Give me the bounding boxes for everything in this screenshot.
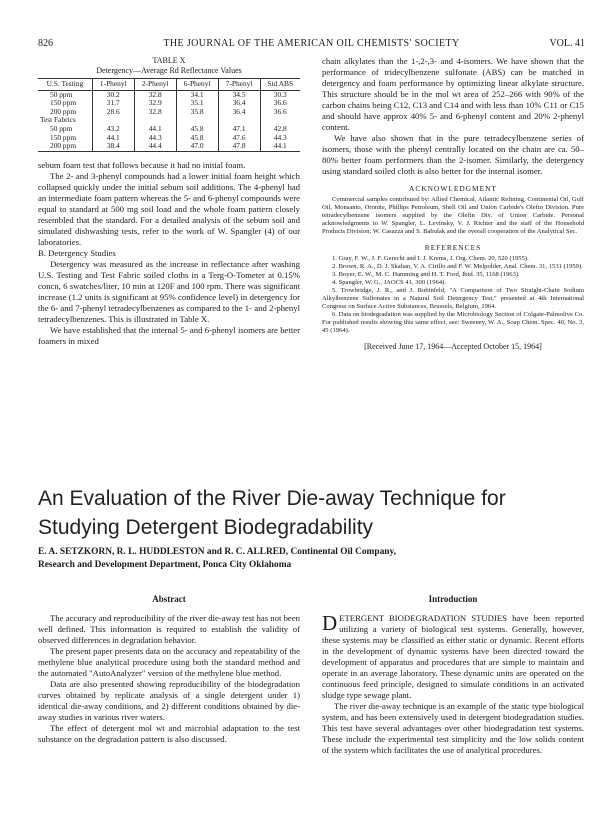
table-row [38,125,300,134]
reference-item: 4. Spangler, W. G., JAOCS 41, 300 (1964). [332,279,447,286]
table-cell: 45.8 [176,134,218,143]
body-paragraph: The 2- and 3-phenyl compounds had a lower initial foam height which collapsed quickly under the initial sebum soil additions. The 4-phenyl had an intermediate foam pattern whereas the 5- and 6-phenyl compounds were equal to standard at 500 mg soil load and the whole foam pattern closely resembled that the standard. For a detailed analysis of the sebum soil and simulated dishwashing tests, refer to the work of W. Spangler (4) of our laboratories. [38,170,300,247]
table-header-cell: 1-Phenyl [92,79,134,91]
table-cell: 44.3 [134,134,176,143]
article-title-line: Studying Detergent Biodegradability [38,516,374,539]
reference-item: 6. Data on biodegradation was supplied by the Microbiology Section of Colgate-Palmolive Co. For published results showing this same effect, see: Sweeney, W. A., Soap Chem. Spec. 40, No. 3, 45 (1964). [322,311,584,334]
table-cell: 44.1 [92,134,134,143]
journal-title: THE JOURNAL OF THE AMERICAN OIL CHEMISTS' SOCIETY [163,38,460,49]
table-cell: 200 ppm [38,142,92,151]
table-caption: Detergency—Average Rd Reflectance Values [96,66,242,75]
intro-small-caps: ETERGENT BIODEGRADATION STUDIES [339,613,507,623]
table-header-cell: 6-Phenyl [176,79,218,91]
table-cell: 35.1 [176,99,218,108]
table-cell: 35.8 [176,108,218,117]
table-cell: 200 ppm [38,108,92,117]
table-cell: 47.6 [218,134,260,143]
body-paragraph: We have also shown that in the pure tetradecylbenzene series of isomers, those with the phenyl centrally located on the chain are ca. 50–80% better foam performers than the 2-isomer. Similarly, the detergency using standard soiled cloth is also better for the internal isomer. [322,133,584,176]
table-section-label: Test Fabrics [38,116,92,125]
table-cell: 36.4 [218,99,260,108]
body-paragraph: We have established that the internal 5- and 6-phenyl isomers are better foamers in mixed [38,324,300,346]
table-cell: 47.0 [176,142,218,151]
reference-item: 5. Trowbridge, J. R., and J. Rubinfeld, "A Comparison of Two Straight-Chain Sodium Alkylbenzene Sulfonates in a Natural Soil Detergency Test," presented at 4th International Congress on Surface Active Substances, Brussels, Belgium, 1964. [322,287,584,310]
table-cell: 34.1 [176,90,218,99]
table-cell: 42.8 [273,123,287,133]
abstract-column [38,594,300,745]
body-paragraph: sebum foam test that follows because it had no initial foam. [38,159,246,170]
references-heading: REFERENCES [424,243,482,252]
reference-item: 1. Gray, F. W., J. F. Gerecht and I. J. Krems, J. Org. Chem. 20, 520 (1955). [332,255,529,262]
body-paragraph: Detergency was measured as the increase in reflectance after washing U.S. Testing and Test Fabric soiled cloths in a Terg-O-Tometer at 0.15% concn, 6 swatches/liter, 10 min at 120F and 100 rpm. There was significant increase (1.2 units is significant at 95% confidence level) in detergency for the 6- and 7-phenyl tetradecylbenzenes as compared to the 1- and 2-phenyl tetradecylbenzenes. This is illustrated in Table X. [38,258,300,324]
table-cell: 38.4 [92,142,134,151]
table-header-cell: Std ABS [260,79,300,91]
table-cell: 44.1 [134,125,176,134]
right-column [322,56,584,352]
table-cell: 50 ppm [38,125,92,134]
table-row [38,142,300,151]
table-cell: 34.5 [218,90,260,99]
table-cell: 36.6 [273,98,287,108]
table-cell: 47.8 [218,142,260,151]
table-row [38,99,300,108]
table-cell: 44.3 [273,132,287,142]
abstract-heading: Abstract [152,594,186,604]
table-header-cell: 2-Phenyl [134,79,176,91]
received-date: [Received June 17, 1964—Accepted October 15, 1964] [364,342,542,351]
table-cell: 32.8 [134,90,176,99]
table-cell: 50 ppm [38,90,92,99]
table-cell: 36.6 [273,106,287,116]
volume-number: VOL. 41 [549,38,585,49]
intro-text: have been reported utilizing a variety of biological test systems. Generally, however, these systems may be classified as either static or dynamic. Recent efforts in the development of dynamic systems have been directed toward the development of apparatus and procedures that are simple to maintain and operate in an average laboratory. These dynamic units are operated on the continuous feed principle, designed to simulate conditions in an activated sludge type sewage plant. [322,613,584,700]
table-header-cell: 7-Phenyl [218,79,260,91]
reference-item: 3. Boyer, E. W., M. C. Hamming and H. T. Ford, Ibid. 35, 1168 (1963). [332,271,520,278]
introduction-column [322,594,584,756]
table-row [38,134,300,143]
table-cell: 30.3 [273,89,287,99]
table-cell: 32.8 [134,108,176,117]
table-cell: 32.9 [134,99,176,108]
table-cell: 44.1 [260,142,300,151]
table-cell: 150 ppm [38,134,92,143]
article-title [38,484,598,542]
abstract-paragraph: The present paper presents data on the accuracy and repeatability of the methylene blue analytical procedure using both the standard method and the automated "AutoAnalyzer" version of the methylene blue method. [38,646,300,678]
table-cell: 30.2 [92,90,134,99]
table-cell: 31.7 [92,99,134,108]
abstract-paragraph: The accuracy and reproducibility of the river die-away test has not been well defined. This information is required to establish the validity of observed differences in degradation behavior. [38,613,300,645]
left-column [38,56,300,347]
article-title-line: An Evaluation of the River Die-away Technique for [38,487,506,510]
section-heading: B. Detergency Studies [38,247,116,258]
abstract-paragraph: The effect of detergent mol wt and microbial adaptation to the test substance on the degradation pattern is also discussed. [38,723,300,744]
table-cell: 36.4 [218,108,260,117]
acknowledgment-heading: ACKNOWLEDGMENT [409,184,497,193]
table-header-row [38,79,300,91]
table-cell: 44.4 [134,142,176,151]
reference-item: 2. Brown, R. A., D. J. Skahan, V. A. Cirillo and F. W. Melpolder, Anal. Chem. 31, 1531 (1959). [332,263,583,270]
page-number: 826 [38,38,53,49]
table-row [38,90,300,99]
authors-line: E. A. SETZKORN, R. L. HUDDLESTON and R. C. ALLRED, Continental Oil Company, [38,547,396,557]
body-paragraph: chain alkylates than the 1-,2-,3- and 4-isomers. We have shown that the performance of tridecylbenzene sulfonate (ABS) can be matched in detergency and foam performance by optimizing linear alkylate structure. This structure should be in the mol wt area of 252–266 with 90% of the carbon chains being C12, C13 and C14 and with less than 10% C11 or C15 and should have approx 40% 5- and 6-phenyl content and 20% 2-phenyl content. [322,56,584,132]
table-cell: 150 ppm [38,99,92,108]
reflectance-table [38,78,300,152]
table-header-cell: U.S. Testing [38,79,92,91]
table-cell: 47.1 [218,125,260,134]
introduction-heading: Introduction [428,594,478,604]
introduction-paragraph [322,613,584,701]
article-authors [38,546,598,572]
drop-cap-letter: D [322,611,338,635]
table-label: TABLE X [152,56,186,65]
acknowledgment-text: Commercial samples contributed by: Allied Chemical, Atlantic Refining, Continental Oil, Gulf Oil, Monsanto, Oronite, Phillips Petroleum, Shell Oil and Union Carbide's Olefin Division. Pure tetradecylbenzene isomers supplied by the Olefin Div. of Union Carbide. Personal acknowledgments to W. Spangler, L. Levinsky, V. J. Richter and the staff of the Household Products Division; W. Casazza and S. Babulak and the overall cooperation of the Analytical Sec. [322,196,584,235]
abstract-paragraph: Data are also presented showing reproducibility of the biodegradation curves obtained by replicate analysis of a single detergent under 1) identical die-away conditions, and 2) different conditions obtained by die-away studies in various river waters. [38,679,300,722]
affiliation-line: Research and Development Department, Ponca City Oklahoma [38,560,292,570]
table-cell: 45.8 [176,125,218,134]
table-section-row [38,116,300,125]
table-cell: 28.6 [92,108,134,117]
table-row [38,108,300,117]
table-cell: 43.2 [92,125,134,134]
page-header [38,38,585,52]
introduction-paragraph: The river die-away technique is an example of the static type biological system, and has been extensively used in detergent biodegradation studies. This test have several advantages over other biodegradation test systems. These include the experimental test simplicity and the low solids content of the system which facilitates the use of analytical procedures. [322,701,584,755]
